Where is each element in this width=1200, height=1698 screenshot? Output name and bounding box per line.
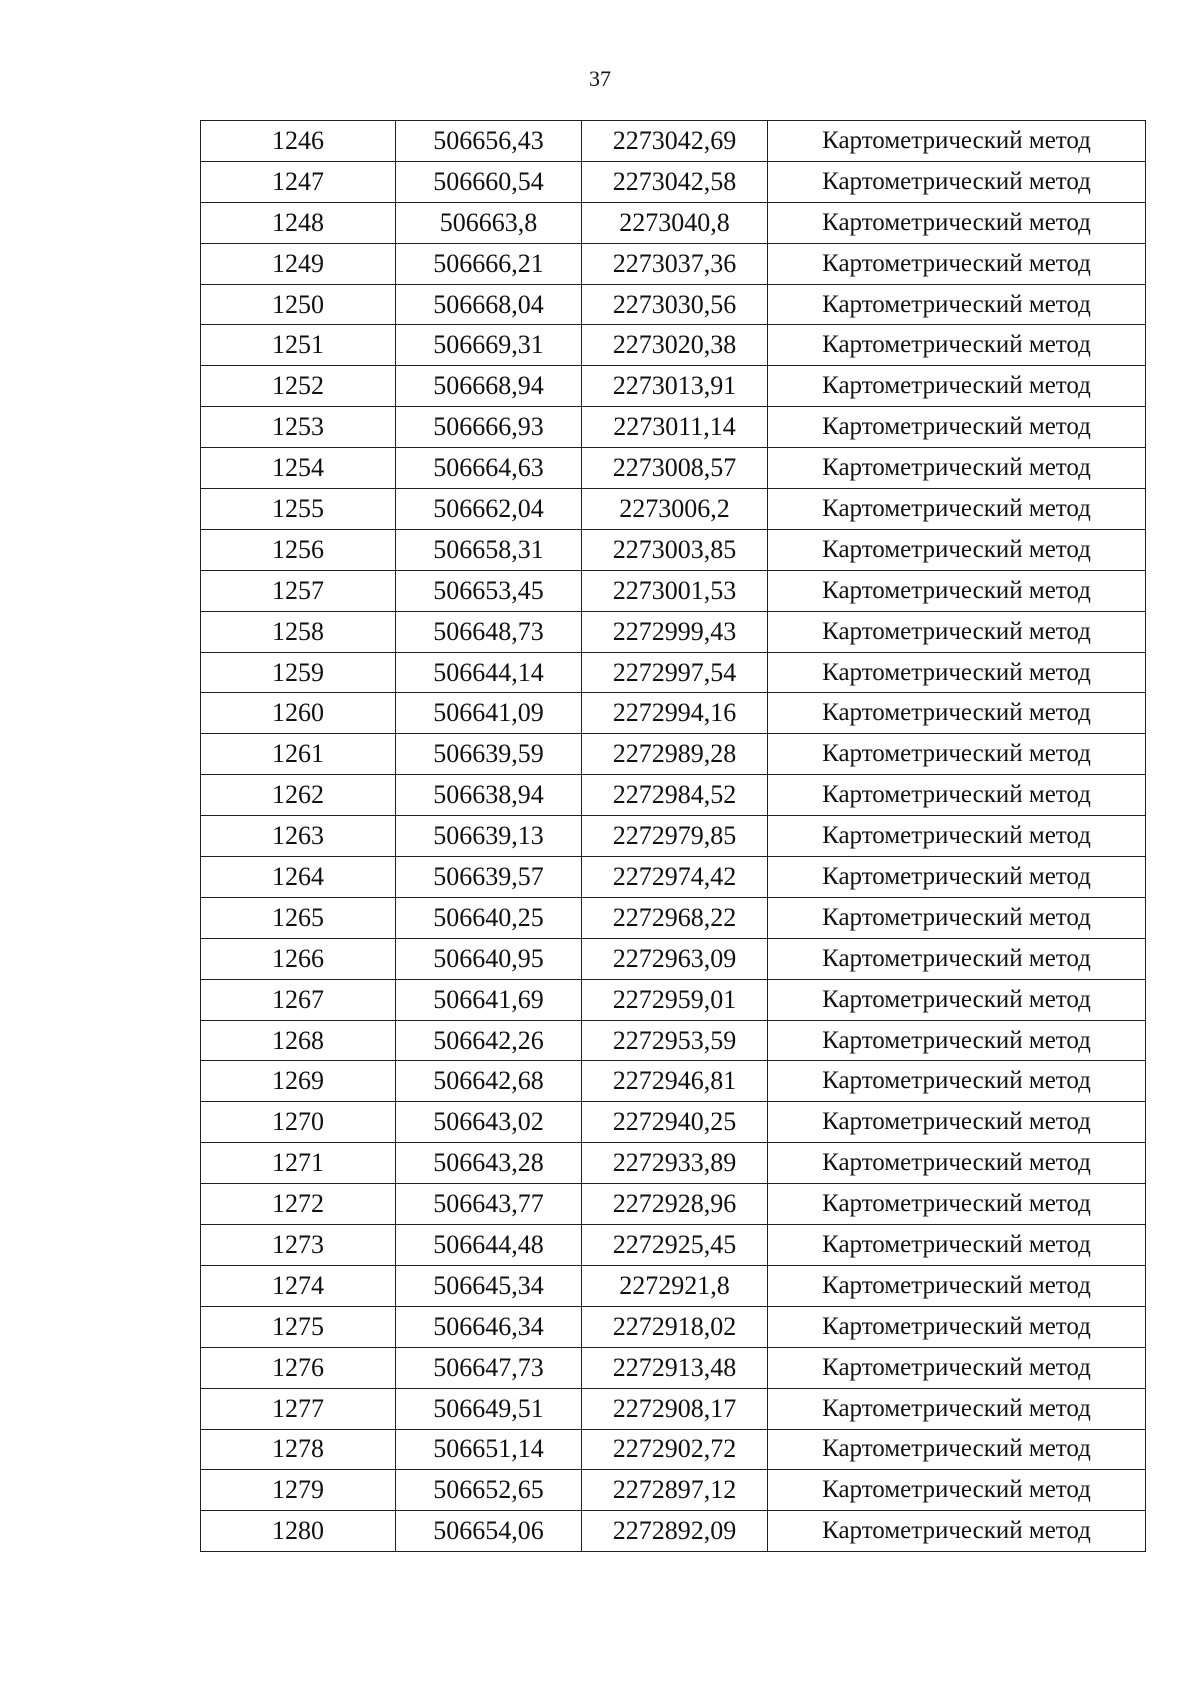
method-cell: Картометрический метод xyxy=(768,325,1146,366)
method-cell: Картометрический метод xyxy=(768,734,1146,775)
point-number-cell: 1272 xyxy=(201,1184,396,1225)
method-cell: Картометрический метод xyxy=(768,529,1146,570)
table-row xyxy=(201,857,1146,898)
y-coordinate-cell: 2272994,16 xyxy=(582,693,768,734)
method-cell: Картометрический метод xyxy=(768,202,1146,243)
x-coordinate-cell: 506642,68 xyxy=(396,1061,582,1102)
x-coordinate-cell: 506639,59 xyxy=(396,734,582,775)
table-row xyxy=(201,1184,1146,1225)
point-number-cell: 1270 xyxy=(201,1102,396,1143)
method-cell: Картометрический метод xyxy=(768,938,1146,979)
y-coordinate-cell: 2273042,58 xyxy=(582,161,768,202)
table-row xyxy=(201,1511,1146,1552)
table-row xyxy=(201,570,1146,611)
point-number-cell: 1268 xyxy=(201,1020,396,1061)
x-coordinate-cell: 506660,54 xyxy=(396,161,582,202)
point-number-cell: 1250 xyxy=(201,284,396,325)
point-number-cell: 1246 xyxy=(201,121,396,162)
point-number-cell: 1266 xyxy=(201,938,396,979)
table-row xyxy=(201,897,1146,938)
table-row xyxy=(201,325,1146,366)
table-row xyxy=(201,1265,1146,1306)
point-number-cell: 1257 xyxy=(201,570,396,611)
point-number-cell: 1274 xyxy=(201,1265,396,1306)
point-number-cell: 1260 xyxy=(201,693,396,734)
method-cell: Картометрический метод xyxy=(768,243,1146,284)
x-coordinate-cell: 506640,95 xyxy=(396,938,582,979)
coordinates-table xyxy=(200,120,1146,1552)
y-coordinate-cell: 2272946,81 xyxy=(582,1061,768,1102)
y-coordinate-cell: 2272999,43 xyxy=(582,611,768,652)
x-coordinate-cell: 506666,93 xyxy=(396,407,582,448)
point-number-cell: 1265 xyxy=(201,897,396,938)
y-coordinate-cell: 2272963,09 xyxy=(582,938,768,979)
y-coordinate-cell: 2273008,57 xyxy=(582,448,768,489)
x-coordinate-cell: 506645,34 xyxy=(396,1265,582,1306)
x-coordinate-cell: 506639,13 xyxy=(396,816,582,857)
x-coordinate-cell: 506643,02 xyxy=(396,1102,582,1143)
method-cell: Картометрический метод xyxy=(768,857,1146,898)
method-cell: Картометрический метод xyxy=(768,1470,1146,1511)
y-coordinate-cell: 2272925,45 xyxy=(582,1225,768,1266)
y-coordinate-cell: 2272908,17 xyxy=(582,1388,768,1429)
x-coordinate-cell: 506638,94 xyxy=(396,775,582,816)
table-row xyxy=(201,1102,1146,1143)
x-coordinate-cell: 506641,09 xyxy=(396,693,582,734)
point-number-cell: 1249 xyxy=(201,243,396,284)
method-cell: Картометрический метод xyxy=(768,816,1146,857)
y-coordinate-cell: 2272928,96 xyxy=(582,1184,768,1225)
table-row xyxy=(201,1143,1146,1184)
x-coordinate-cell: 506640,25 xyxy=(396,897,582,938)
x-coordinate-cell: 506666,21 xyxy=(396,243,582,284)
method-cell: Картометрический метод xyxy=(768,1388,1146,1429)
point-number-cell: 1248 xyxy=(201,202,396,243)
y-coordinate-cell: 2272892,09 xyxy=(582,1511,768,1552)
method-cell: Картометрический метод xyxy=(768,1511,1146,1552)
y-coordinate-cell: 2272989,28 xyxy=(582,734,768,775)
x-coordinate-cell: 506651,14 xyxy=(396,1429,582,1470)
point-number-cell: 1255 xyxy=(201,489,396,530)
point-number-cell: 1247 xyxy=(201,161,396,202)
x-coordinate-cell: 506652,65 xyxy=(396,1470,582,1511)
method-cell: Картометрический метод xyxy=(768,489,1146,530)
method-cell: Картометрический метод xyxy=(768,775,1146,816)
point-number-cell: 1275 xyxy=(201,1306,396,1347)
table-row xyxy=(201,448,1146,489)
y-coordinate-cell: 2272933,89 xyxy=(582,1143,768,1184)
method-cell: Картометрический метод xyxy=(768,407,1146,448)
method-cell: Картометрический метод xyxy=(768,979,1146,1020)
table-row xyxy=(201,611,1146,652)
y-coordinate-cell: 2272974,42 xyxy=(582,857,768,898)
y-coordinate-cell: 2272984,52 xyxy=(582,775,768,816)
method-cell: Картометрический метод xyxy=(768,1429,1146,1470)
table-row xyxy=(201,1388,1146,1429)
table-row xyxy=(201,1470,1146,1511)
x-coordinate-cell: 506649,51 xyxy=(396,1388,582,1429)
x-coordinate-cell: 506664,63 xyxy=(396,448,582,489)
table-row xyxy=(201,1061,1146,1102)
x-coordinate-cell: 506644,14 xyxy=(396,652,582,693)
point-number-cell: 1251 xyxy=(201,325,396,366)
x-coordinate-cell: 506663,8 xyxy=(396,202,582,243)
point-number-cell: 1278 xyxy=(201,1429,396,1470)
point-number-cell: 1263 xyxy=(201,816,396,857)
point-number-cell: 1280 xyxy=(201,1511,396,1552)
table-row xyxy=(201,407,1146,448)
x-coordinate-cell: 506639,57 xyxy=(396,857,582,898)
point-number-cell: 1262 xyxy=(201,775,396,816)
method-cell: Картометрический метод xyxy=(768,693,1146,734)
point-number-cell: 1269 xyxy=(201,1061,396,1102)
table-row xyxy=(201,202,1146,243)
x-coordinate-cell: 506656,43 xyxy=(396,121,582,162)
y-coordinate-cell: 2272921,8 xyxy=(582,1265,768,1306)
point-number-cell: 1259 xyxy=(201,652,396,693)
y-coordinate-cell: 2273040,8 xyxy=(582,202,768,243)
method-cell: Картометрический метод xyxy=(768,121,1146,162)
y-coordinate-cell: 2272968,22 xyxy=(582,897,768,938)
point-number-cell: 1261 xyxy=(201,734,396,775)
x-coordinate-cell: 506648,73 xyxy=(396,611,582,652)
point-number-cell: 1276 xyxy=(201,1347,396,1388)
table-row xyxy=(201,734,1146,775)
method-cell: Картометрический метод xyxy=(768,1265,1146,1306)
x-coordinate-cell: 506647,73 xyxy=(396,1347,582,1388)
point-number-cell: 1277 xyxy=(201,1388,396,1429)
y-coordinate-cell: 2273030,56 xyxy=(582,284,768,325)
point-number-cell: 1254 xyxy=(201,448,396,489)
y-coordinate-cell: 2272897,12 xyxy=(582,1470,768,1511)
method-cell: Картометрический метод xyxy=(768,652,1146,693)
x-coordinate-cell: 506654,06 xyxy=(396,1511,582,1552)
method-cell: Картометрический метод xyxy=(768,1184,1146,1225)
method-cell: Картометрический метод xyxy=(768,1225,1146,1266)
y-coordinate-cell: 2272979,85 xyxy=(582,816,768,857)
y-coordinate-cell: 2272902,72 xyxy=(582,1429,768,1470)
x-coordinate-cell: 506646,34 xyxy=(396,1306,582,1347)
x-coordinate-cell: 506644,48 xyxy=(396,1225,582,1266)
coordinates-table-body xyxy=(201,121,1146,1552)
y-coordinate-cell: 2272959,01 xyxy=(582,979,768,1020)
method-cell: Картометрический метод xyxy=(768,1347,1146,1388)
table-row xyxy=(201,775,1146,816)
table-row xyxy=(201,1306,1146,1347)
point-number-cell: 1267 xyxy=(201,979,396,1020)
x-coordinate-cell: 506643,77 xyxy=(396,1184,582,1225)
x-coordinate-cell: 506643,28 xyxy=(396,1143,582,1184)
table-row xyxy=(201,938,1146,979)
point-number-cell: 1279 xyxy=(201,1470,396,1511)
method-cell: Картометрический метод xyxy=(768,611,1146,652)
y-coordinate-cell: 2273003,85 xyxy=(582,529,768,570)
y-coordinate-cell: 2273013,91 xyxy=(582,366,768,407)
table-row xyxy=(201,243,1146,284)
page-number: 37 xyxy=(589,66,611,91)
y-coordinate-cell: 2273001,53 xyxy=(582,570,768,611)
x-coordinate-cell: 506668,94 xyxy=(396,366,582,407)
y-coordinate-cell: 2273006,2 xyxy=(582,489,768,530)
point-number-cell: 1271 xyxy=(201,1143,396,1184)
y-coordinate-cell: 2272997,54 xyxy=(582,652,768,693)
point-number-cell: 1273 xyxy=(201,1225,396,1266)
point-number-cell: 1252 xyxy=(201,366,396,407)
method-cell: Картометрический метод xyxy=(768,1061,1146,1102)
method-cell: Картометрический метод xyxy=(768,366,1146,407)
method-cell: Картометрический метод xyxy=(768,448,1146,489)
point-number-cell: 1264 xyxy=(201,857,396,898)
method-cell: Картометрический метод xyxy=(768,1143,1146,1184)
table-row xyxy=(201,1020,1146,1061)
y-coordinate-cell: 2272940,25 xyxy=(582,1102,768,1143)
y-coordinate-cell: 2272953,59 xyxy=(582,1020,768,1061)
table-row xyxy=(201,979,1146,1020)
table-row xyxy=(201,489,1146,530)
table-row xyxy=(201,1225,1146,1266)
table-row xyxy=(201,652,1146,693)
method-cell: Картометрический метод xyxy=(768,1102,1146,1143)
point-number-cell: 1256 xyxy=(201,529,396,570)
method-cell: Картометрический метод xyxy=(768,570,1146,611)
method-cell: Картометрический метод xyxy=(768,284,1146,325)
y-coordinate-cell: 2272918,02 xyxy=(582,1306,768,1347)
y-coordinate-cell: 2273042,69 xyxy=(582,121,768,162)
y-coordinate-cell: 2273011,14 xyxy=(582,407,768,448)
method-cell: Картометрический метод xyxy=(768,1306,1146,1347)
method-cell: Картометрический метод xyxy=(768,897,1146,938)
table-row xyxy=(201,161,1146,202)
x-coordinate-cell: 506669,31 xyxy=(396,325,582,366)
point-number-cell: 1253 xyxy=(201,407,396,448)
point-number-cell: 1258 xyxy=(201,611,396,652)
method-cell: Картометрический метод xyxy=(768,1020,1146,1061)
table-row xyxy=(201,366,1146,407)
method-cell: Картометрический метод xyxy=(768,161,1146,202)
x-coordinate-cell: 506641,69 xyxy=(396,979,582,1020)
x-coordinate-cell: 506642,26 xyxy=(396,1020,582,1061)
table-row xyxy=(201,816,1146,857)
table-row xyxy=(201,693,1146,734)
x-coordinate-cell: 506653,45 xyxy=(396,570,582,611)
x-coordinate-cell: 506668,04 xyxy=(396,284,582,325)
table-row xyxy=(201,1429,1146,1470)
table-row xyxy=(201,121,1146,162)
y-coordinate-cell: 2273020,38 xyxy=(582,325,768,366)
y-coordinate-cell: 2273037,36 xyxy=(582,243,768,284)
x-coordinate-cell: 506658,31 xyxy=(396,529,582,570)
y-coordinate-cell: 2272913,48 xyxy=(582,1347,768,1388)
x-coordinate-cell: 506662,04 xyxy=(396,489,582,530)
table-row xyxy=(201,529,1146,570)
table-row xyxy=(201,1347,1146,1388)
table-row xyxy=(201,284,1146,325)
